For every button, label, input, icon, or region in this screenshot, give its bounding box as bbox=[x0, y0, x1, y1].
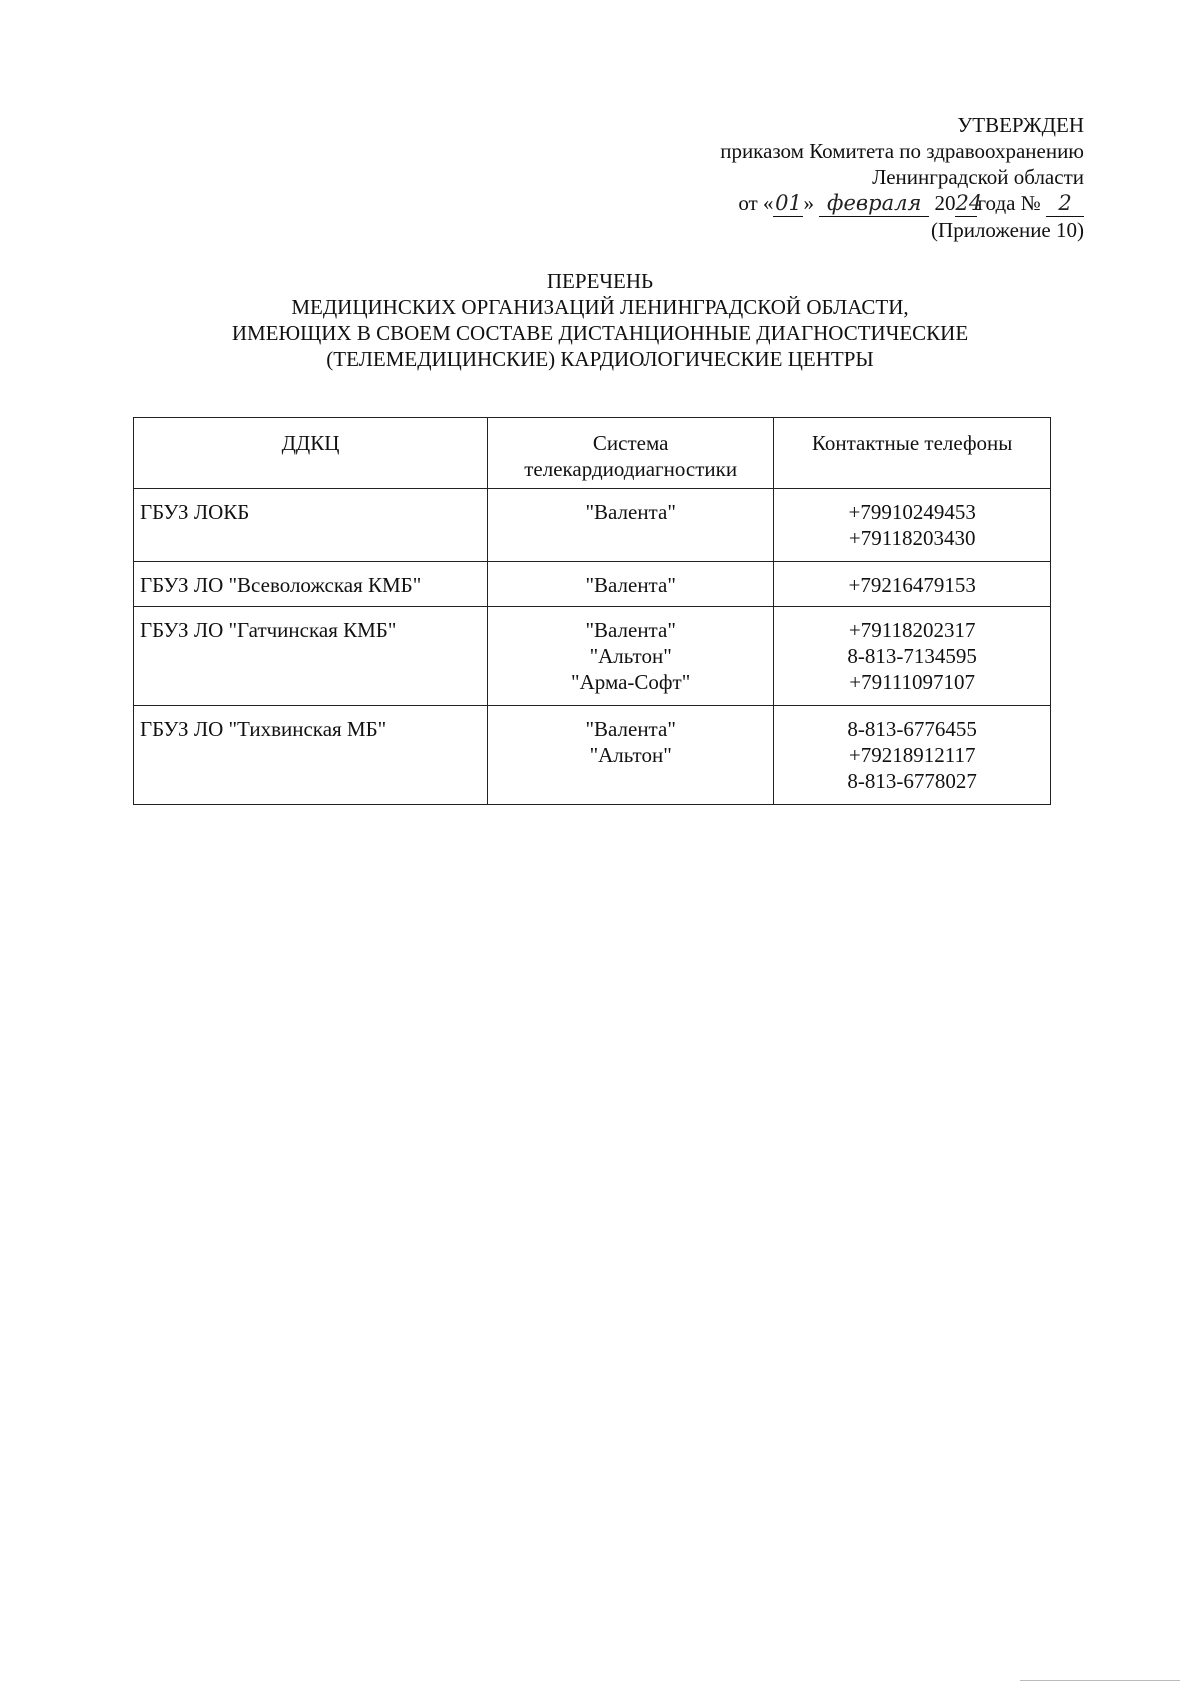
handwritten-day: 01 bbox=[775, 191, 802, 215]
phones-cell bbox=[774, 607, 1051, 706]
phone-value: 8-813-7134595 bbox=[847, 644, 977, 668]
phone-value: 8-813-6778027 bbox=[847, 769, 977, 793]
phone-value: +79216479153 bbox=[848, 573, 976, 597]
date-prefix: от « bbox=[738, 191, 774, 215]
approval-date-line bbox=[524, 190, 1084, 217]
table-row bbox=[134, 562, 1051, 607]
header-system-line-1: Система bbox=[592, 431, 669, 455]
system-value: "Альтон" bbox=[589, 743, 672, 767]
handwritten-year: 24 bbox=[955, 191, 983, 215]
title-line-2: МЕДИЦИНСКИХ ОРГАНИЗАЦИЙ ЛЕНИНГРАДСКОЙ ОБЛАСТИ, bbox=[291, 295, 909, 319]
table-row bbox=[134, 489, 1051, 562]
system-value: "Валента" bbox=[585, 573, 676, 597]
approval-block bbox=[524, 112, 1084, 243]
table-row bbox=[134, 607, 1051, 706]
system-value: "Валента" bbox=[585, 717, 676, 741]
centers-table bbox=[133, 417, 1051, 805]
approval-appendix: (Приложение 10) bbox=[931, 218, 1084, 242]
org-cell: ГБУЗ ЛО "Тихвинская МБ" bbox=[134, 706, 488, 805]
approval-region-line: Ленинградской области bbox=[872, 165, 1084, 189]
system-cell bbox=[488, 607, 774, 706]
system-cell bbox=[488, 562, 774, 607]
year-word: года № bbox=[977, 191, 1041, 215]
system-value: "Арма-Софт" bbox=[571, 670, 691, 694]
phone-value: 8-813-6776455 bbox=[847, 717, 977, 741]
document-title bbox=[120, 268, 1080, 372]
header-system-line-2: телекардиодиагностики bbox=[524, 457, 738, 481]
system-value: "Валента" bbox=[585, 500, 676, 524]
phone-value: +79111097107 bbox=[849, 670, 976, 694]
scan-edge-line bbox=[1020, 1680, 1180, 1681]
date-day-close: » bbox=[803, 191, 814, 215]
phones-cell bbox=[774, 706, 1051, 805]
title-line-3: ИМЕЮЩИХ В СВОЕМ СОСТАВЕ ДИСТАНЦИОННЫЕ ДИАГНОСТИЧЕСКИЕ bbox=[231, 321, 969, 345]
system-cell bbox=[488, 706, 774, 805]
phone-value: +79118203430 bbox=[848, 526, 976, 550]
header-org: ДДКЦ bbox=[134, 418, 488, 489]
table-row bbox=[134, 706, 1051, 805]
system-cell bbox=[488, 489, 774, 562]
header-system bbox=[488, 418, 774, 489]
system-value: "Валента" bbox=[585, 618, 676, 642]
org-cell: ГБУЗ ЛОКБ bbox=[134, 489, 488, 562]
phones-cell bbox=[774, 562, 1051, 607]
handwritten-order-number: 2 bbox=[1046, 190, 1084, 217]
system-value: "Альтон" bbox=[589, 644, 672, 668]
year-prefix: 20 bbox=[934, 191, 956, 215]
phone-value: +79218912117 bbox=[848, 743, 976, 767]
title-line-1: ПЕРЕЧЕНЬ bbox=[546, 269, 654, 293]
table-header-row bbox=[134, 418, 1051, 489]
handwritten-month: февраля bbox=[819, 190, 929, 217]
approval-order-line: приказом Комитета по здравоохранению bbox=[720, 139, 1084, 163]
phones-cell bbox=[774, 489, 1051, 562]
approval-status: УТВЕРЖДЕН bbox=[957, 113, 1084, 137]
org-cell: ГБУЗ ЛО "Всеволожская КМБ" bbox=[134, 562, 488, 607]
org-cell: ГБУЗ ЛО "Гатчинская КМБ" bbox=[134, 607, 488, 706]
title-line-4: (ТЕЛЕМЕДИЦИНСКИЕ) КАРДИОЛОГИЧЕСКИЕ ЦЕНТРЫ bbox=[326, 347, 874, 371]
phone-value: +79910249453 bbox=[848, 500, 976, 524]
phone-value: +79118202317 bbox=[848, 618, 976, 642]
header-phones: Контактные телефоны bbox=[774, 418, 1051, 489]
